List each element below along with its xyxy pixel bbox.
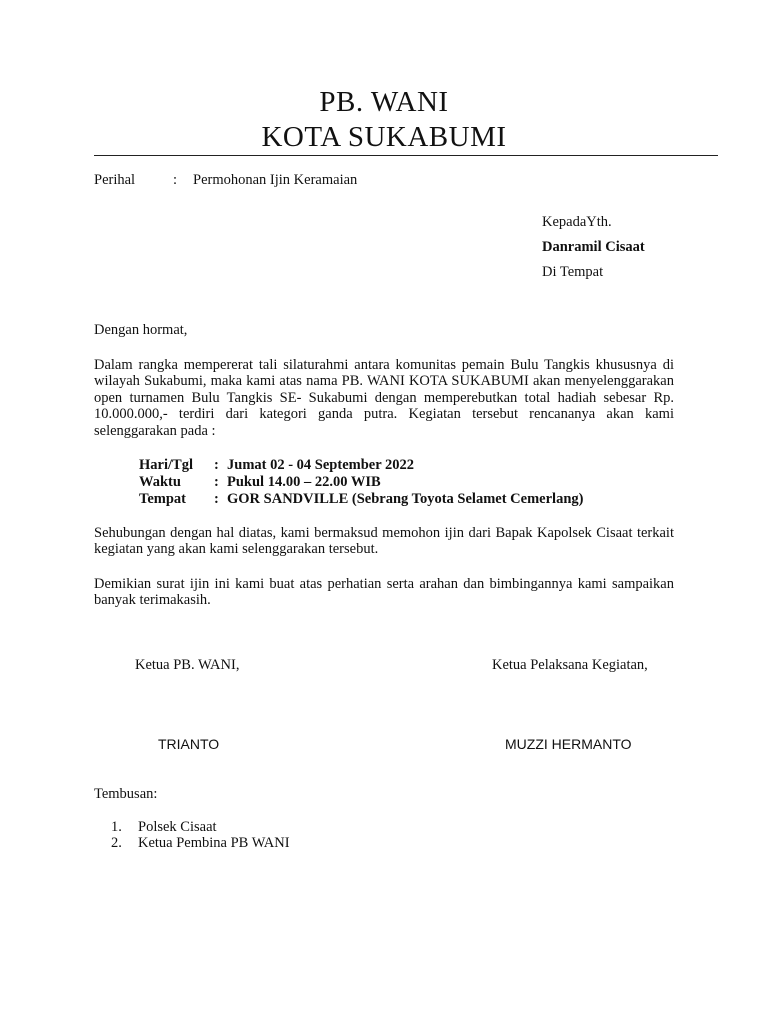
tembusan-item-number: 2. [111, 835, 122, 851]
signature-left-title: Ketua PB. WANI, [135, 657, 240, 673]
tembusan-item: Polsek Cisaat [138, 819, 217, 835]
detail-value-time: Pukul 14.00 – 22.00 WIB [227, 474, 381, 490]
body-paragraph-2: Sehubungan dengan hal diatas, kami bermaksud memohon ijin dari Bapak Kapolsek Cisaat terkait kegiatan yang akan kami selenggarakan tersebut. [94, 525, 674, 558]
body-paragraph-3: Demikian surat ijin ini kami buat atas perhatian serta arahan dan bimbingannya kami sampaikan banyak terimakasih. [94, 576, 674, 609]
tembusan-item-number: 1. [111, 819, 122, 835]
body-paragraph-1: Dalam rangka mempererat tali silaturahmi antara komunitas pemain Bulu Tangkis khususnya di wilayah Sukabumi, maka kami atas nama PB. WANI KOTA SUKABUMI akan menyelenggarakan open turnamen Bulu Tangkis SE- Sukabumi dengan memperebutkan total hadiah sebesar Rp. 10.000.000,- terdiri dari kategori ganda putra. Kegiatan tersebut rencananya akan kami selenggarakan pada : [94, 357, 674, 439]
detail-label-date: Hari/Tgl [139, 457, 193, 473]
signature-right-title: Ketua Pelaksana Kegiatan, [492, 657, 648, 673]
perihal-colon: : [173, 172, 178, 188]
detail-value-venue: GOR SANDVILLE (Sebrang Toyota Selamet Cemerlang) [227, 491, 584, 507]
tembusan-item: Ketua Pembina PB WANI [138, 835, 290, 851]
perihal-label: Perihal [94, 172, 136, 188]
letterhead-city: KOTA SUKABUMI [261, 121, 507, 153]
salutation: Dengan hormat, [94, 322, 188, 338]
perihal-value: Permohonan Ijin Keramaian [193, 172, 358, 188]
header-divider [94, 155, 718, 156]
recipient-place: Di Tempat [542, 264, 604, 280]
detail-label-time: Waktu [139, 474, 181, 490]
detail-colon-date: : [214, 457, 219, 473]
detail-colon-time: : [214, 474, 219, 490]
tembusan-label: Tembusan: [94, 786, 158, 802]
signature-right-name: MUZZI HERMANTO [505, 736, 632, 752]
recipient-name: Danramil Cisaat [542, 239, 645, 255]
signature-left-name: TRIANTO [158, 736, 220, 752]
detail-label-venue: Tempat [139, 491, 186, 507]
recipient-greeting: KepadaYth. [542, 214, 612, 230]
detail-value-date: Jumat 02 - 04 September 2022 [227, 457, 415, 473]
detail-colon-venue: : [214, 491, 219, 507]
letterhead-name: PB. WANI [319, 86, 449, 118]
